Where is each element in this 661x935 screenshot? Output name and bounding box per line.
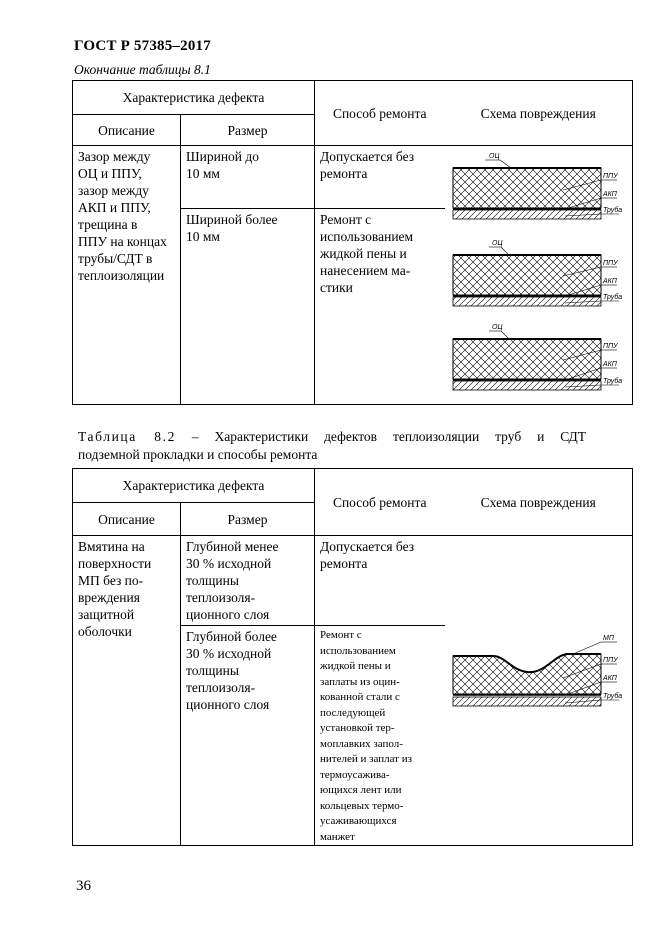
method-cell: Допускается без ремонта (315, 536, 445, 626)
label-pipe: Труба (602, 207, 622, 214)
label-akp: АКП (602, 278, 617, 285)
size-cell: Шириной до 10 мм (181, 146, 315, 209)
table-8-2-label: Таблица 8.2 (78, 429, 176, 444)
label-mp: МП (602, 635, 614, 642)
dent-scheme-drawing (445, 536, 633, 836)
label-ppu: ППУ (602, 657, 618, 664)
table-continuation-caption: Окончание таблицы 8.1 (74, 62, 211, 77)
header-description: Описание (73, 115, 181, 146)
label-oc: ОЦ (488, 153, 500, 160)
label-akp: АКП (602, 361, 617, 368)
method-cell: Ремонт с использованием жидкой пены и нанесением ма- стики (315, 209, 445, 405)
scheme-dent (453, 635, 622, 706)
label-ppu: ППУ (602, 260, 618, 267)
label-ppu: ППУ (602, 343, 618, 350)
size-cell: Глубиной менее 30 % исходной толщины теплоизоля- ционного слоя (181, 536, 315, 626)
label-pipe: Труба (602, 294, 622, 301)
scheme-gap-2 (453, 240, 622, 306)
header-size: Размер (181, 503, 315, 536)
method-cell: Ремонт с использованием жидкой пены и заплаты из оцин- кованной стали с последующей установкой тер- моплавких запол- нителей и заплат из термоусажива- ющихся лент или кольцевых термо- усаживающихся манжет (315, 626, 445, 846)
header-damage-scheme: Схема повреждения (445, 81, 633, 146)
label-pipe: Труба (602, 693, 622, 700)
damage-scheme-cell (445, 146, 633, 405)
scheme-gap-3 (453, 324, 622, 390)
label-ppu: ППУ (602, 173, 618, 180)
label-oc: ОЦ (491, 240, 503, 247)
method-cell: Допускается без ремонта (315, 146, 445, 209)
header-defect-characteristic: Характеристика дефекта (73, 81, 315, 115)
label-oc: ОЦ (491, 324, 503, 331)
header-repair-method: Способ ремонта (315, 81, 445, 146)
defect-description: Вмятина на поверхности МП без по- вреждения защитной оболочки (73, 536, 181, 846)
table-8-2-title-text: – Характеристики дефектов теплоизоляции труб и СДТ (191, 429, 587, 444)
label-pipe: Труба (602, 378, 622, 385)
document-number: ГОСТ Р 57385–2017 (74, 38, 211, 54)
label-akp: АКП (602, 191, 617, 198)
label-akp: АКП (602, 675, 617, 682)
header-defect-characteristic: Характеристика дефекта (73, 469, 315, 503)
defect-description: Зазор между ОЦ и ППУ, зазор между АКП и ППУ, трещина в ППУ на концах трубы/СДТ в теплоизоляции (73, 146, 181, 405)
damage-scheme-drawing (445, 146, 633, 400)
scheme-gap-1 (453, 153, 622, 219)
page-number: 36 (76, 878, 91, 894)
table-8-2-title (78, 428, 586, 446)
table-8-2-title-line2: подземной прокладки и способы ремонта (78, 447, 318, 462)
table-8-1 (72, 80, 633, 405)
header-damage-scheme: Схема повреждения (445, 469, 633, 536)
header-description: Описание (73, 503, 181, 536)
size-cell: Глубиной более 30 % исходной толщины теплоизоля- ционного слоя (181, 626, 315, 846)
damage-scheme-cell (445, 536, 633, 846)
header-repair-method: Способ ремонта (315, 469, 445, 536)
table-8-2 (72, 468, 633, 846)
header-size: Размер (181, 115, 315, 146)
size-cell: Шириной более 10 мм (181, 209, 315, 405)
